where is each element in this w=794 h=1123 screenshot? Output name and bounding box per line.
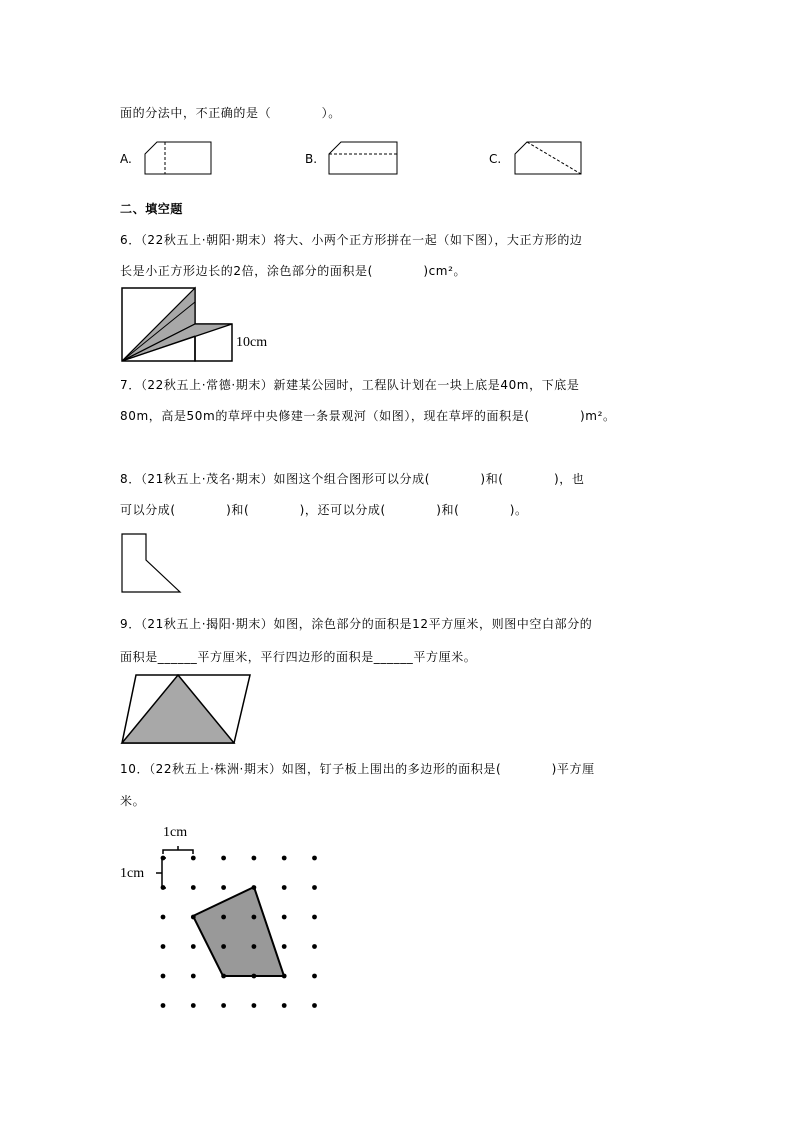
geoboard-nail [282, 885, 287, 890]
q8-line2: 可以分成( )和( )，还可以分成( )和( )。 [120, 503, 528, 517]
q6-line2: 长是小正方形边长的2倍，涂色部分的面积是( )cm²。 [120, 264, 467, 278]
q9-figure [120, 673, 254, 745]
geoboard-nail [252, 944, 257, 949]
geoboard-nail [252, 856, 257, 861]
geoboard-nail [161, 856, 166, 861]
q10-geoboard [150, 842, 330, 1018]
q5-text: 面的分法中，不正确的是（ ）。 [120, 106, 341, 120]
geoboard-nail [282, 974, 287, 979]
geoboard-nail [252, 1003, 257, 1008]
geoboard-nail [161, 915, 166, 920]
geoboard-nail [312, 915, 317, 920]
geoboard-nail [282, 944, 287, 949]
q6-side-label: 10cm [236, 335, 268, 350]
q5-figure-c [513, 140, 585, 176]
q7-line2: 80m，高是50m的草坪中央修建一条景观河（如图），现在草坪的面积是( )m²。 [120, 409, 616, 423]
q5-option-b[interactable]: B. [305, 152, 318, 166]
geoboard-nail [191, 944, 196, 949]
q8-figure [120, 532, 184, 594]
q10-line2: 米。 [120, 794, 146, 808]
geoboard-nail [161, 885, 166, 890]
q7-line1: 7．（22秋五上·常德·期末）新建某公园时，工程队计划在一块上底是40m，下底是 [120, 378, 580, 392]
section-title: 二、填空题 [120, 202, 184, 216]
geoboard-nail [282, 915, 287, 920]
geoboard-nail [221, 856, 226, 861]
geoboard-nail [312, 856, 317, 861]
geoboard-nail [252, 915, 257, 920]
q10-top-label: 1cm [163, 825, 188, 840]
geoboard-nail [312, 1003, 317, 1008]
geoboard-nail [191, 856, 196, 861]
q10-line1: 10．（22秋五上·株洲·期末）如图，钉子板上围出的多边形的面积是( )平方厘 [120, 762, 595, 776]
q5-option-c[interactable]: C. [489, 152, 502, 166]
geoboard-nail [161, 1003, 166, 1008]
geoboard-nail [282, 1003, 287, 1008]
geoboard-nail [252, 885, 257, 890]
geoboard-nail [221, 915, 226, 920]
q10-left-label: 1cm [120, 866, 145, 881]
geoboard-nail [191, 915, 196, 920]
geoboard-nail [221, 885, 226, 890]
q9-line2: 面积是______平方厘米，平行四边形的面积是______平方厘米。 [120, 650, 477, 664]
geoboard-nail [282, 856, 287, 861]
q5-option-a[interactable]: A. [120, 152, 132, 166]
geoboard-nail [312, 974, 317, 979]
geoboard-nail [191, 885, 196, 890]
geoboard-nail [161, 944, 166, 949]
q8-line1: 8．（21秋五上·茂名·期末）如图这个组合图形可以分成( )和( )，也 [120, 472, 585, 486]
geoboard-nail [221, 974, 226, 979]
geoboard-nail [161, 974, 166, 979]
q5-figure-b [327, 140, 401, 176]
geoboard-nail [191, 1003, 196, 1008]
geoboard-nail [221, 944, 226, 949]
q5-figure-a [143, 140, 215, 176]
geoboard-nail [221, 1003, 226, 1008]
geoboard-nail [252, 974, 257, 979]
q6-line1: 6．（22秋五上·朝阳·期末）将大、小两个正方形拼在一起（如下图），大正方形的边 [120, 233, 583, 247]
q9-line1: 9．（21秋五上·揭阳·期末）如图，涂色部分的面积是12平方厘米，则图中空白部分的 [120, 617, 593, 631]
geoboard-nail [312, 885, 317, 890]
geoboard-nail [191, 974, 196, 979]
geoboard-nail [312, 944, 317, 949]
